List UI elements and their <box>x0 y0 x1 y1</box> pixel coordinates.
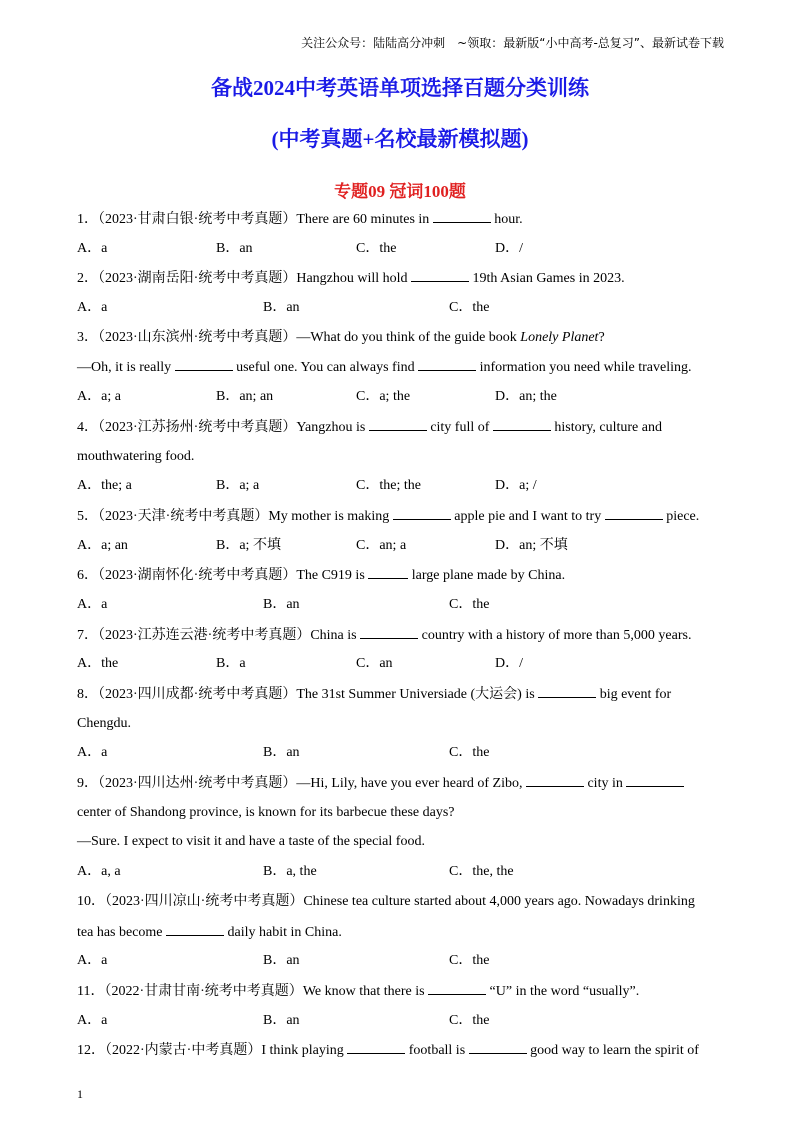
answer-blank <box>360 624 418 639</box>
option-c[interactable]: C．a; the <box>356 389 411 405</box>
question-text: country with a history of more than 5,000 years. <box>418 627 692 643</box>
options-5 <box>77 535 717 565</box>
option-a[interactable]: A．a, a <box>77 864 121 880</box>
book-title: Lonely Planet <box>520 329 599 345</box>
question-text: useful one. You can always find <box>232 360 419 376</box>
header-note: 关注公众号：陆陆高分冲刺 ~领取：最新版“小中高考-总复习”、最新试卷下载 <box>301 36 724 50</box>
question-text: daily habit in China. <box>224 924 342 940</box>
option-d[interactable]: D．/ <box>495 656 523 672</box>
question-1 <box>77 208 717 238</box>
question-text: Chinese tea culture started about 4,000 years ago. Nowadays drinking <box>303 893 695 909</box>
option-b[interactable]: B．an <box>263 300 300 316</box>
option-c[interactable]: C．the <box>449 745 490 761</box>
question-text: hour. <box>490 212 523 227</box>
option-d[interactable]: D．an; 不填 <box>495 537 568 553</box>
answer-blank <box>411 267 469 282</box>
option-b[interactable]: B．a, the <box>263 864 317 880</box>
option-a[interactable]: A．a <box>77 953 108 969</box>
option-a[interactable]: A．the; a <box>77 478 132 494</box>
answer-blank <box>526 772 584 787</box>
question-10-line2 <box>77 921 717 951</box>
question-source: （2022·甘肃甘南·统考中考真题） <box>104 983 303 999</box>
question-text: large plane made by China. <box>408 568 566 584</box>
option-b[interactable]: B．an; an <box>216 389 274 405</box>
option-c[interactable]: C．the <box>356 240 397 256</box>
question-11 <box>77 980 717 1010</box>
answer-blank <box>626 772 684 787</box>
page-number: 1 <box>77 1087 83 1101</box>
options-9 <box>77 861 717 891</box>
section-subtitle: 专题09 冠词100题 <box>334 182 466 201</box>
options-7 <box>77 653 717 683</box>
question-source: （2023·湖南怀化·统考中考真题） <box>98 568 297 584</box>
question-text: football is <box>405 1043 469 1059</box>
question-text: ? <box>598 329 605 345</box>
option-a[interactable]: A．a; a <box>77 389 121 405</box>
question-source: （2023·天津·统考中考真题） <box>98 508 269 524</box>
question-number: 6． <box>77 568 98 584</box>
options-11 <box>77 1010 717 1040</box>
question-6 <box>77 564 717 594</box>
question-8-line2 <box>77 713 717 743</box>
question-text: Yangzhou is <box>296 419 369 435</box>
option-d[interactable]: D．a; / <box>495 478 537 494</box>
answer-blank <box>605 505 663 520</box>
options-1 <box>77 238 717 268</box>
option-d[interactable]: D．/ <box>495 240 523 256</box>
question-10 <box>77 891 717 921</box>
question-text: tea has become <box>77 924 167 940</box>
question-text: My mother is making <box>268 508 393 524</box>
question-source: （2023·四川达州·统考中考真题） <box>98 776 297 792</box>
options-2 <box>77 297 717 327</box>
question-text: I think playing <box>261 1043 348 1059</box>
question-number: 2． <box>77 271 98 287</box>
option-b[interactable]: B．an <box>263 596 300 612</box>
question-number: 1． <box>77 212 98 227</box>
question-text: The 31st Summer Universiade (大运会) is <box>296 687 539 702</box>
question-text: —What do you think of the guide book <box>296 329 521 345</box>
options-3 <box>77 386 717 416</box>
option-a[interactable]: A．a <box>77 300 108 316</box>
question-text: Hangzhou will hold <box>296 271 412 287</box>
question-text: apple pie and I want to try <box>450 508 605 524</box>
question-source: （2023·四川凉山·统考中考真题） <box>105 893 304 909</box>
option-b[interactable]: B．an <box>216 240 253 256</box>
question-list <box>77 208 717 1069</box>
question-number: 8． <box>77 687 98 702</box>
question-text: history, culture and <box>550 419 662 435</box>
option-b[interactable]: B．an <box>263 953 300 969</box>
option-c[interactable]: C．the; the <box>356 478 421 494</box>
answer-blank <box>166 921 224 936</box>
option-b[interactable]: B．a; 不填 <box>216 537 281 553</box>
options-8 <box>77 742 717 772</box>
page-title: 备战2024中考英语单项选择百题分类训练 <box>211 76 589 100</box>
question-source: （2023·湖南岳阳·统考中考真题） <box>98 271 297 287</box>
question-text: We know that there is <box>302 983 429 999</box>
answer-blank <box>393 505 451 520</box>
option-b[interactable]: B．an <box>263 1012 300 1028</box>
option-b[interactable]: B．an <box>263 745 300 761</box>
question-number: 4． <box>77 419 98 435</box>
question-text: city full of <box>426 419 493 435</box>
option-c[interactable]: C．the <box>449 1012 490 1028</box>
option-d[interactable]: D．an; the <box>495 389 557 405</box>
options-6 <box>77 594 717 624</box>
question-source: （2023·四川成都·统考中考真题） <box>98 687 297 702</box>
question-source: （2023·甘肃白银·统考中考真题） <box>98 212 297 227</box>
question-text: mouthwatering food. <box>77 448 195 464</box>
option-b[interactable]: B．a; a <box>216 478 260 494</box>
answer-blank <box>418 356 476 371</box>
question-number: 3． <box>77 329 98 345</box>
options-4 <box>77 475 717 505</box>
question-source: （2023·江苏连云港·统考中考真题） <box>98 627 311 643</box>
answer-blank <box>493 416 551 431</box>
question-text: center of Shandong province, is known for its barbecue these days? <box>77 804 455 820</box>
question-number: 5． <box>77 508 98 524</box>
option-a[interactable]: A．a; an <box>77 537 128 553</box>
answer-blank <box>369 416 427 431</box>
question-source: （2022·内蒙古·中考真题） <box>105 1043 262 1059</box>
question-text: There are 60 minutes in <box>296 212 433 227</box>
question-text: 19th Asian Games in 2023. <box>469 271 625 287</box>
question-text: city in <box>583 776 627 792</box>
question-text: good way to learn the spirit of <box>526 1043 699 1059</box>
question-number: 7． <box>77 627 98 643</box>
answer-blank <box>368 564 408 579</box>
option-c[interactable]: C．the <box>449 953 490 969</box>
question-7 <box>77 624 717 654</box>
option-c[interactable]: C．the <box>449 596 490 612</box>
question-4-line2 <box>77 446 717 476</box>
answer-blank <box>538 683 596 698</box>
answer-blank <box>428 980 486 995</box>
option-c[interactable]: C．the, the <box>449 864 514 880</box>
option-a[interactable]: A．a <box>77 1012 108 1028</box>
question-number: 11． <box>77 983 105 999</box>
question-9-line2 <box>77 802 717 832</box>
question-4 <box>77 416 717 446</box>
question-number: 10． <box>77 893 105 909</box>
answer-blank <box>433 208 491 223</box>
question-source: （2023·江苏扬州·统考中考真题） <box>98 419 297 435</box>
question-12 <box>77 1039 717 1069</box>
options-10 <box>77 950 717 980</box>
question-text: —Hi, Lily, have you ever heard of Zibo, <box>296 776 526 792</box>
question-3-line2 <box>77 356 717 386</box>
question-5 <box>77 505 717 535</box>
question-2 <box>77 267 717 297</box>
question-9 <box>77 772 717 802</box>
question-9-line3 <box>77 831 717 861</box>
question-text: piece. <box>662 508 700 524</box>
question-text: —Sure. I expect to visit it and have a taste of the special food. <box>77 834 425 850</box>
question-text: big event for <box>596 687 672 702</box>
answer-blank <box>469 1039 527 1054</box>
question-source: （2023·山东滨州·统考中考真题） <box>98 329 297 345</box>
option-a[interactable]: A．a <box>77 240 108 256</box>
answer-blank <box>175 356 233 371</box>
option-a[interactable]: A．the <box>77 656 119 672</box>
answer-blank <box>347 1039 405 1054</box>
question-text: —Oh, it is really <box>77 360 175 376</box>
question-3 <box>77 327 717 357</box>
option-c[interactable]: C．the <box>449 300 490 316</box>
page-title-line2: (中考真题+名校最新模拟题) <box>271 127 529 151</box>
option-c[interactable]: C．an <box>356 656 393 672</box>
question-number: 12． <box>77 1043 105 1059</box>
question-text: “U” in the word “usually”. <box>486 983 640 999</box>
question-text: China is <box>310 627 361 643</box>
option-b[interactable]: B．a <box>216 656 246 672</box>
option-c[interactable]: C．an; a <box>356 537 407 553</box>
question-text: The C919 is <box>296 568 369 584</box>
option-a[interactable]: A．a <box>77 745 108 761</box>
option-a[interactable]: A．a <box>77 596 108 612</box>
question-8 <box>77 683 717 713</box>
question-number: 9． <box>77 776 98 792</box>
question-text: information you need while traveling. <box>476 360 692 376</box>
question-text: Chengdu. <box>77 715 132 731</box>
